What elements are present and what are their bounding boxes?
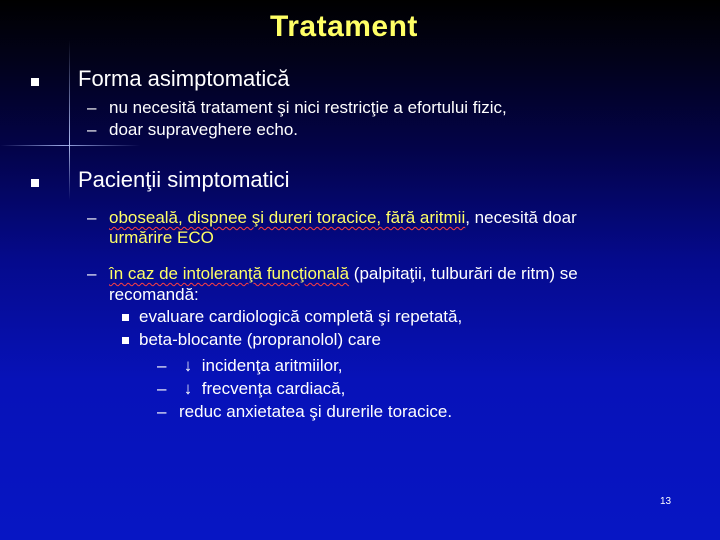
section1-item-1: [87, 98, 507, 118]
dash-marker: –: [87, 208, 97, 227]
subitem-2: beta-blocante (propranolol) care: [139, 330, 381, 349]
page-number: 13: [660, 496, 672, 507]
section2-item-2-rest: (palpitaţii, tulburări de ritm) se: [349, 264, 578, 283]
subsubitem-1: [157, 356, 343, 376]
section2-item-2-highlight: în caz de intoleranţă funcţională: [109, 264, 350, 283]
bullet-square-icon: [122, 337, 129, 344]
dash-marker: –: [87, 120, 97, 139]
bullet-square-icon: [31, 78, 39, 86]
dash-marker: –: [157, 379, 167, 398]
decorative-horizontal-line: [0, 145, 140, 146]
dash-marker: –: [157, 356, 167, 375]
dash-marker: –: [87, 98, 97, 117]
section2-item-1-highlight: oboseală, dispnee şi dureri toracice, fără aritmii: [109, 208, 466, 227]
subsubitem-2-text: frecvenţa cardiacă,: [201, 379, 346, 398]
section2-item-1-rest: , necesită doar: [465, 208, 577, 227]
section2-item-1-line2: urmărire ECO: [109, 228, 214, 247]
dash-marker: –: [87, 264, 97, 283]
down-arrow-icon: ↓: [183, 356, 193, 375]
subsubitem-1-text: incidenţa aritmiilor,: [201, 356, 343, 375]
bullet-square-icon: [122, 314, 129, 321]
bullet-square-icon: [31, 179, 39, 187]
subsubitem-2: [157, 379, 345, 399]
section1-heading: Forma asimptomatică: [78, 66, 290, 91]
subsubitem-3: [157, 402, 452, 422]
decorative-vertical-line: [69, 40, 70, 200]
slide-title: Tratament: [270, 10, 418, 43]
subitem-1: evaluare cardiologică completă şi repetată,: [139, 307, 463, 326]
section2-item-2-line2: recomandă:: [109, 285, 199, 304]
down-arrow-icon: ↓: [183, 379, 193, 398]
section1-item-2-text: doar supraveghere echo.: [109, 120, 299, 139]
section2-item-1: [87, 208, 577, 228]
dash-marker: –: [157, 402, 167, 421]
section1-item-2: [87, 120, 298, 140]
section2-heading: Pacienţii simptomatici: [78, 167, 290, 192]
section1-item-1-text: nu necesită tratament şi nici restricţie a efortului fizic,: [109, 98, 507, 117]
subsubitem-3-text: reduc anxietatea şi durerile toracice.: [179, 402, 453, 421]
section2-item-2: [87, 264, 578, 284]
